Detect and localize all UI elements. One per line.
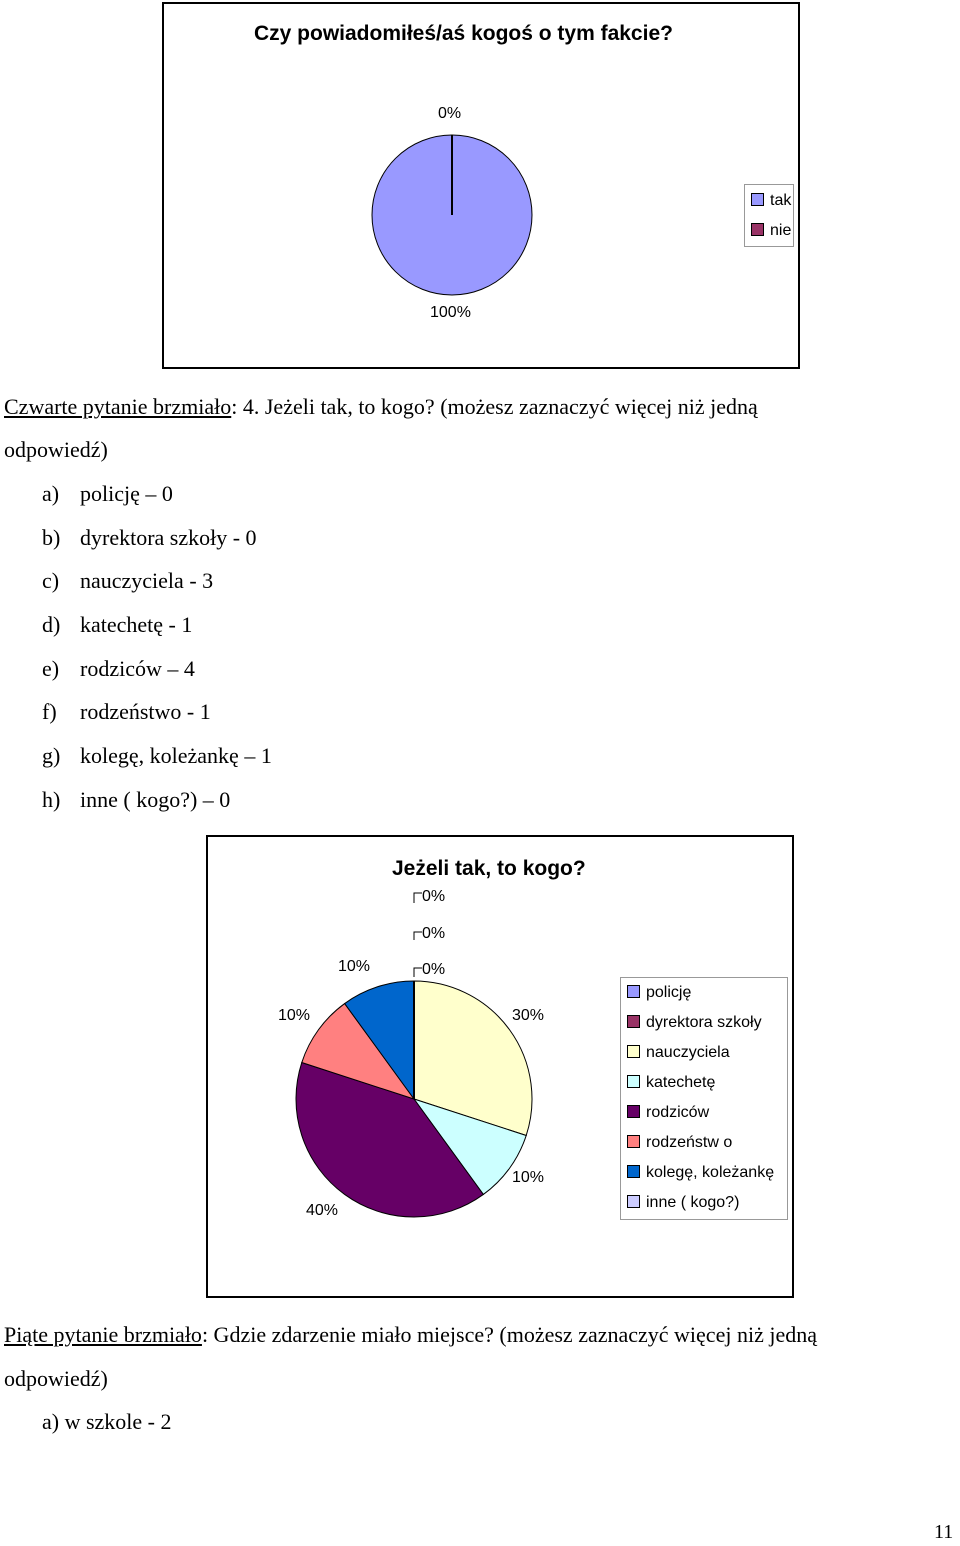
legend-item-rodzicow: rodziców <box>627 1103 709 1123</box>
data-label-inne: 0% <box>422 961 446 978</box>
list-item: c) nauczyciela - 3 <box>42 568 214 593</box>
q4-intro-label: Czwarte pytanie brzmiało <box>4 394 232 419</box>
legend-swatch-nie <box>751 223 764 236</box>
data-label-rodzicow: 40% <box>306 1202 339 1219</box>
chart-notified <box>162 2 800 369</box>
legend-swatch <box>627 1045 640 1058</box>
legend-swatch <box>627 1105 640 1118</box>
data-label-katechete: 10% <box>512 1169 545 1186</box>
q5-intro-label: Piąte pytanie brzmiało <box>4 1322 202 1347</box>
legend-swatch <box>627 1135 640 1148</box>
list-item: b) dyrektora szkoły - 0 <box>42 525 257 550</box>
data-label-policje: 0% <box>422 888 446 905</box>
legend-swatch-tak <box>751 193 764 206</box>
legend-item-kolege: kolegę, koleżankę <box>627 1163 774 1183</box>
legend-swatch <box>627 1165 640 1178</box>
legend-item-inne: inne ( kogo?) <box>627 1193 739 1213</box>
list-item: g) kolegę, koleżankę – 1 <box>42 743 272 768</box>
leader-line-inne <box>414 968 422 977</box>
list-item: f) rodzeństwo - 1 <box>42 699 211 724</box>
chart-legend <box>744 184 794 247</box>
q5-intro <box>4 1321 817 1349</box>
list-item: d) katechetę - 1 <box>42 612 193 637</box>
legend-item-tak: tak <box>751 191 791 211</box>
list-item: e) rodziców – 4 <box>42 656 195 681</box>
q4-intro-line2: odpowiedź) <box>4 437 108 462</box>
q5-item-a: a) w szkole - 2 <box>42 1409 172 1434</box>
q4-intro <box>4 393 758 421</box>
chart-legend <box>620 977 788 1220</box>
leader-line-dyrektora <box>414 932 422 940</box>
leader-line-policje <box>414 893 422 903</box>
legend-item-nie: nie <box>751 221 791 241</box>
legend-item-katechete: katechetę <box>627 1073 715 1093</box>
pie-chart-notified <box>164 4 802 371</box>
q4-intro-rest: : 4. Jeżeli tak, to kogo? (możesz zaznaczyć więcej niż jedną <box>231 394 758 419</box>
legend-item-nauczyciela: nauczyciela <box>627 1043 730 1063</box>
list-item: h) inne ( kogo?) – 0 <box>42 787 231 812</box>
data-label-rodzenstwo: 10% <box>278 1007 311 1024</box>
legend-swatch <box>627 1195 640 1208</box>
data-label-kolege: 10% <box>338 958 371 975</box>
chart-title: Jeżeli tak, to kogo? <box>392 857 586 880</box>
chart-whom <box>206 835 794 1298</box>
data-label-dyrektora: 0% <box>422 925 446 942</box>
q5-intro-rest: : Gdzie zdarzenie miało miejsce? (możesz zaznaczyć więcej niż jedną <box>201 1322 817 1347</box>
legend-swatch <box>627 1075 640 1088</box>
data-label-tak: 100% <box>430 304 471 321</box>
list-item: a) policję – 0 <box>42 481 173 506</box>
data-label-nauczyciela: 30% <box>512 1007 545 1024</box>
legend-swatch <box>627 1015 640 1028</box>
data-label-nie: 0% <box>438 105 462 122</box>
chart-title: Czy powiadomiłeś/aś kogoś o tym fakcie? <box>254 22 673 45</box>
q5-intro-line2: odpowiedź) <box>4 1366 108 1391</box>
legend-item-policje: policję <box>627 983 691 1003</box>
legend-item-dyrektora: dyrektora szkoły <box>627 1013 762 1033</box>
page-number: 11 <box>934 1521 954 1543</box>
legend-item-rodzenstwo: rodzeństw o <box>627 1133 732 1153</box>
legend-swatch <box>627 985 640 998</box>
